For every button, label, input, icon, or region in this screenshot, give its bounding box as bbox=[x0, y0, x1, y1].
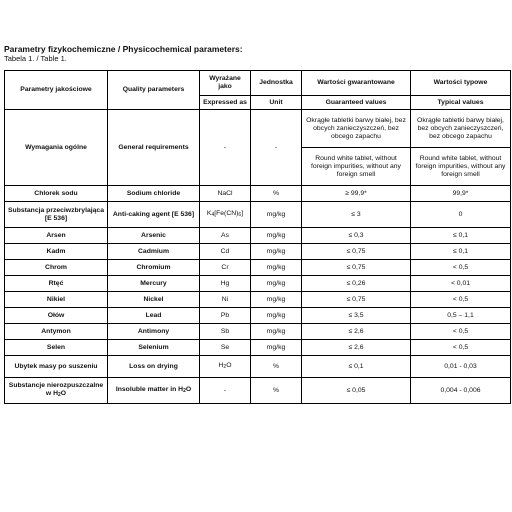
general-expressed: - bbox=[200, 110, 251, 186]
row-name-pl: Rtęć bbox=[5, 276, 108, 292]
header-guaranteed-pl: Wartości gwarantowane bbox=[302, 71, 411, 96]
row-name-en: Selenium bbox=[108, 340, 200, 356]
row-expressed: Cd bbox=[200, 244, 251, 260]
row-expressed: - bbox=[200, 378, 251, 404]
row-name-en: Sodium chloride bbox=[108, 186, 200, 202]
row-expressed: NaCl bbox=[200, 186, 251, 202]
row-name-pl: Chrom bbox=[5, 260, 108, 276]
header-typical-en: Typical values bbox=[411, 96, 511, 110]
table-row bbox=[5, 260, 511, 276]
row-expressed: As bbox=[200, 228, 251, 244]
row-typical: < 0,5 bbox=[411, 340, 511, 356]
row-expressed: $K_4[Fe(CN)_6]$ bbox=[200, 202, 251, 228]
row-unit: % bbox=[251, 356, 302, 378]
table-row bbox=[5, 244, 511, 260]
table-row bbox=[5, 378, 511, 404]
row-typical: 0,01 - 0,03 bbox=[411, 356, 511, 378]
header-guaranteed-en: Guaranteed values bbox=[302, 96, 411, 110]
row-guaranteed: ≤ 0,05 bbox=[302, 378, 411, 404]
header-expressed-en: Expressed as bbox=[200, 96, 251, 110]
header-param-en: Quality parameters bbox=[108, 71, 200, 110]
table-row bbox=[5, 186, 511, 202]
table-caption: Tabela 1. / Table 1. bbox=[4, 54, 67, 63]
table-row bbox=[5, 292, 511, 308]
row-unit: mg/kg bbox=[251, 276, 302, 292]
row-typical: 0 bbox=[411, 202, 511, 228]
general-typical-en: Round white tablet, without foreign impurities, without any foreign smell bbox=[411, 148, 511, 186]
row-unit: mg/kg bbox=[251, 202, 302, 228]
table-row bbox=[5, 356, 511, 378]
table-row-general-pl bbox=[5, 110, 511, 148]
row-expressed: Sb bbox=[200, 324, 251, 340]
row-unit: mg/kg bbox=[251, 228, 302, 244]
row-typical: < 0,01 bbox=[411, 276, 511, 292]
table-row bbox=[5, 308, 511, 324]
row-unit: mg/kg bbox=[251, 244, 302, 260]
row-name-pl: Ubytek masy po suszeniu bbox=[5, 356, 108, 378]
row-name-pl: Nikiel bbox=[5, 292, 108, 308]
row-typical: 0,5 – 1,1 bbox=[411, 308, 511, 324]
row-guaranteed: ≤ 0,75 bbox=[302, 260, 411, 276]
header-row-polish bbox=[5, 71, 511, 96]
general-typical-pl: Okrągłe tabletki barwy białej, bez obcych zanieczyszczeń, bez obcego zapachu bbox=[411, 110, 511, 148]
row-unit: % bbox=[251, 186, 302, 202]
row-name-en: Mercury bbox=[108, 276, 200, 292]
row-expressed: Ni bbox=[200, 292, 251, 308]
row-typical: < 0,5 bbox=[411, 292, 511, 308]
section-heading: Parametry fizykochemiczne / Physicochemical parameters: bbox=[4, 44, 243, 54]
table-row bbox=[5, 324, 511, 340]
header-unit-pl: Jednostka bbox=[251, 71, 302, 96]
row-name-en: Anti-caking agent [E 536] bbox=[108, 202, 200, 228]
row-name-pl: Antymon bbox=[5, 324, 108, 340]
row-unit: mg/kg bbox=[251, 324, 302, 340]
parameters-table bbox=[4, 70, 511, 404]
row-expressed: Se bbox=[200, 340, 251, 356]
row-name-en: Chromium bbox=[108, 260, 200, 276]
row-name-en: Lead bbox=[108, 308, 200, 324]
row-name-pl: Ołów bbox=[5, 308, 108, 324]
row-name-en: Antimony bbox=[108, 324, 200, 340]
row-guaranteed: ≤ 2,6 bbox=[302, 340, 411, 356]
row-guaranteed: ≤ 0,1 bbox=[302, 356, 411, 378]
row-expressed: Hg bbox=[200, 276, 251, 292]
row-name-pl: Substancje nierozpuszczalne w $H_2O$ bbox=[5, 378, 108, 404]
row-guaranteed: ≤ 0,26 bbox=[302, 276, 411, 292]
row-unit: mg/kg bbox=[251, 308, 302, 324]
row-name-pl: Arsen bbox=[5, 228, 108, 244]
row-typical: 0,004 - 0,006 bbox=[411, 378, 511, 404]
row-expressed: Pb bbox=[200, 308, 251, 324]
table-row bbox=[5, 228, 511, 244]
row-unit: mg/kg bbox=[251, 340, 302, 356]
row-guaranteed: ≥ 99,9* bbox=[302, 186, 411, 202]
row-guaranteed: ≤ 3,5 bbox=[302, 308, 411, 324]
row-name-en: Cadmium bbox=[108, 244, 200, 260]
row-unit: mg/kg bbox=[251, 292, 302, 308]
row-name-en: Loss on drying bbox=[108, 356, 200, 378]
row-expressed: $H_2O$ bbox=[200, 356, 251, 378]
row-name-pl: Selen bbox=[5, 340, 108, 356]
row-unit: % bbox=[251, 378, 302, 404]
general-name-en: General requirements bbox=[108, 110, 200, 186]
row-guaranteed: ≤ 3 bbox=[302, 202, 411, 228]
row-unit: mg/kg bbox=[251, 260, 302, 276]
row-guaranteed: ≤ 0,3 bbox=[302, 228, 411, 244]
general-name-pl: Wymagania ogólne bbox=[5, 110, 108, 186]
header-typical-pl: Wartości typowe bbox=[411, 71, 511, 96]
row-name-pl: Chlorek sodu bbox=[5, 186, 108, 202]
table-row bbox=[5, 202, 511, 228]
row-name-en: Nickel bbox=[108, 292, 200, 308]
row-name-en: Insoluble matter in $H_2O$ bbox=[108, 378, 200, 404]
header-param-pl: Parametry jakościowe bbox=[5, 71, 108, 110]
row-expressed: Cr bbox=[200, 260, 251, 276]
row-name-pl: Kadm bbox=[5, 244, 108, 260]
row-typical: 99,9* bbox=[411, 186, 511, 202]
general-guaranteed-en: Round white tablet, without foreign impurities, without any foreign smell bbox=[302, 148, 411, 186]
row-guaranteed: ≤ 0,75 bbox=[302, 244, 411, 260]
row-typical: < 0,5 bbox=[411, 324, 511, 340]
header-expressed-pl: Wyrażane jako bbox=[200, 71, 251, 96]
row-typical: ≤ 0,1 bbox=[411, 228, 511, 244]
header-unit-en: Unit bbox=[251, 96, 302, 110]
row-name-pl: Substancja przeciwzbrylająca [E 536] bbox=[5, 202, 108, 228]
row-guaranteed: ≤ 0,75 bbox=[302, 292, 411, 308]
general-guaranteed-pl: Okrągłe tabletki barwy białej, bez obcych zanieczyszczeń, bez obcego zapachu bbox=[302, 110, 411, 148]
row-name-en: Arsenic bbox=[108, 228, 200, 244]
row-guaranteed: ≤ 2,6 bbox=[302, 324, 411, 340]
table-row bbox=[5, 276, 511, 292]
row-typical: < 0,5 bbox=[411, 260, 511, 276]
general-unit: - bbox=[251, 110, 302, 186]
table-row bbox=[5, 340, 511, 356]
row-typical: ≤ 0,1 bbox=[411, 244, 511, 260]
